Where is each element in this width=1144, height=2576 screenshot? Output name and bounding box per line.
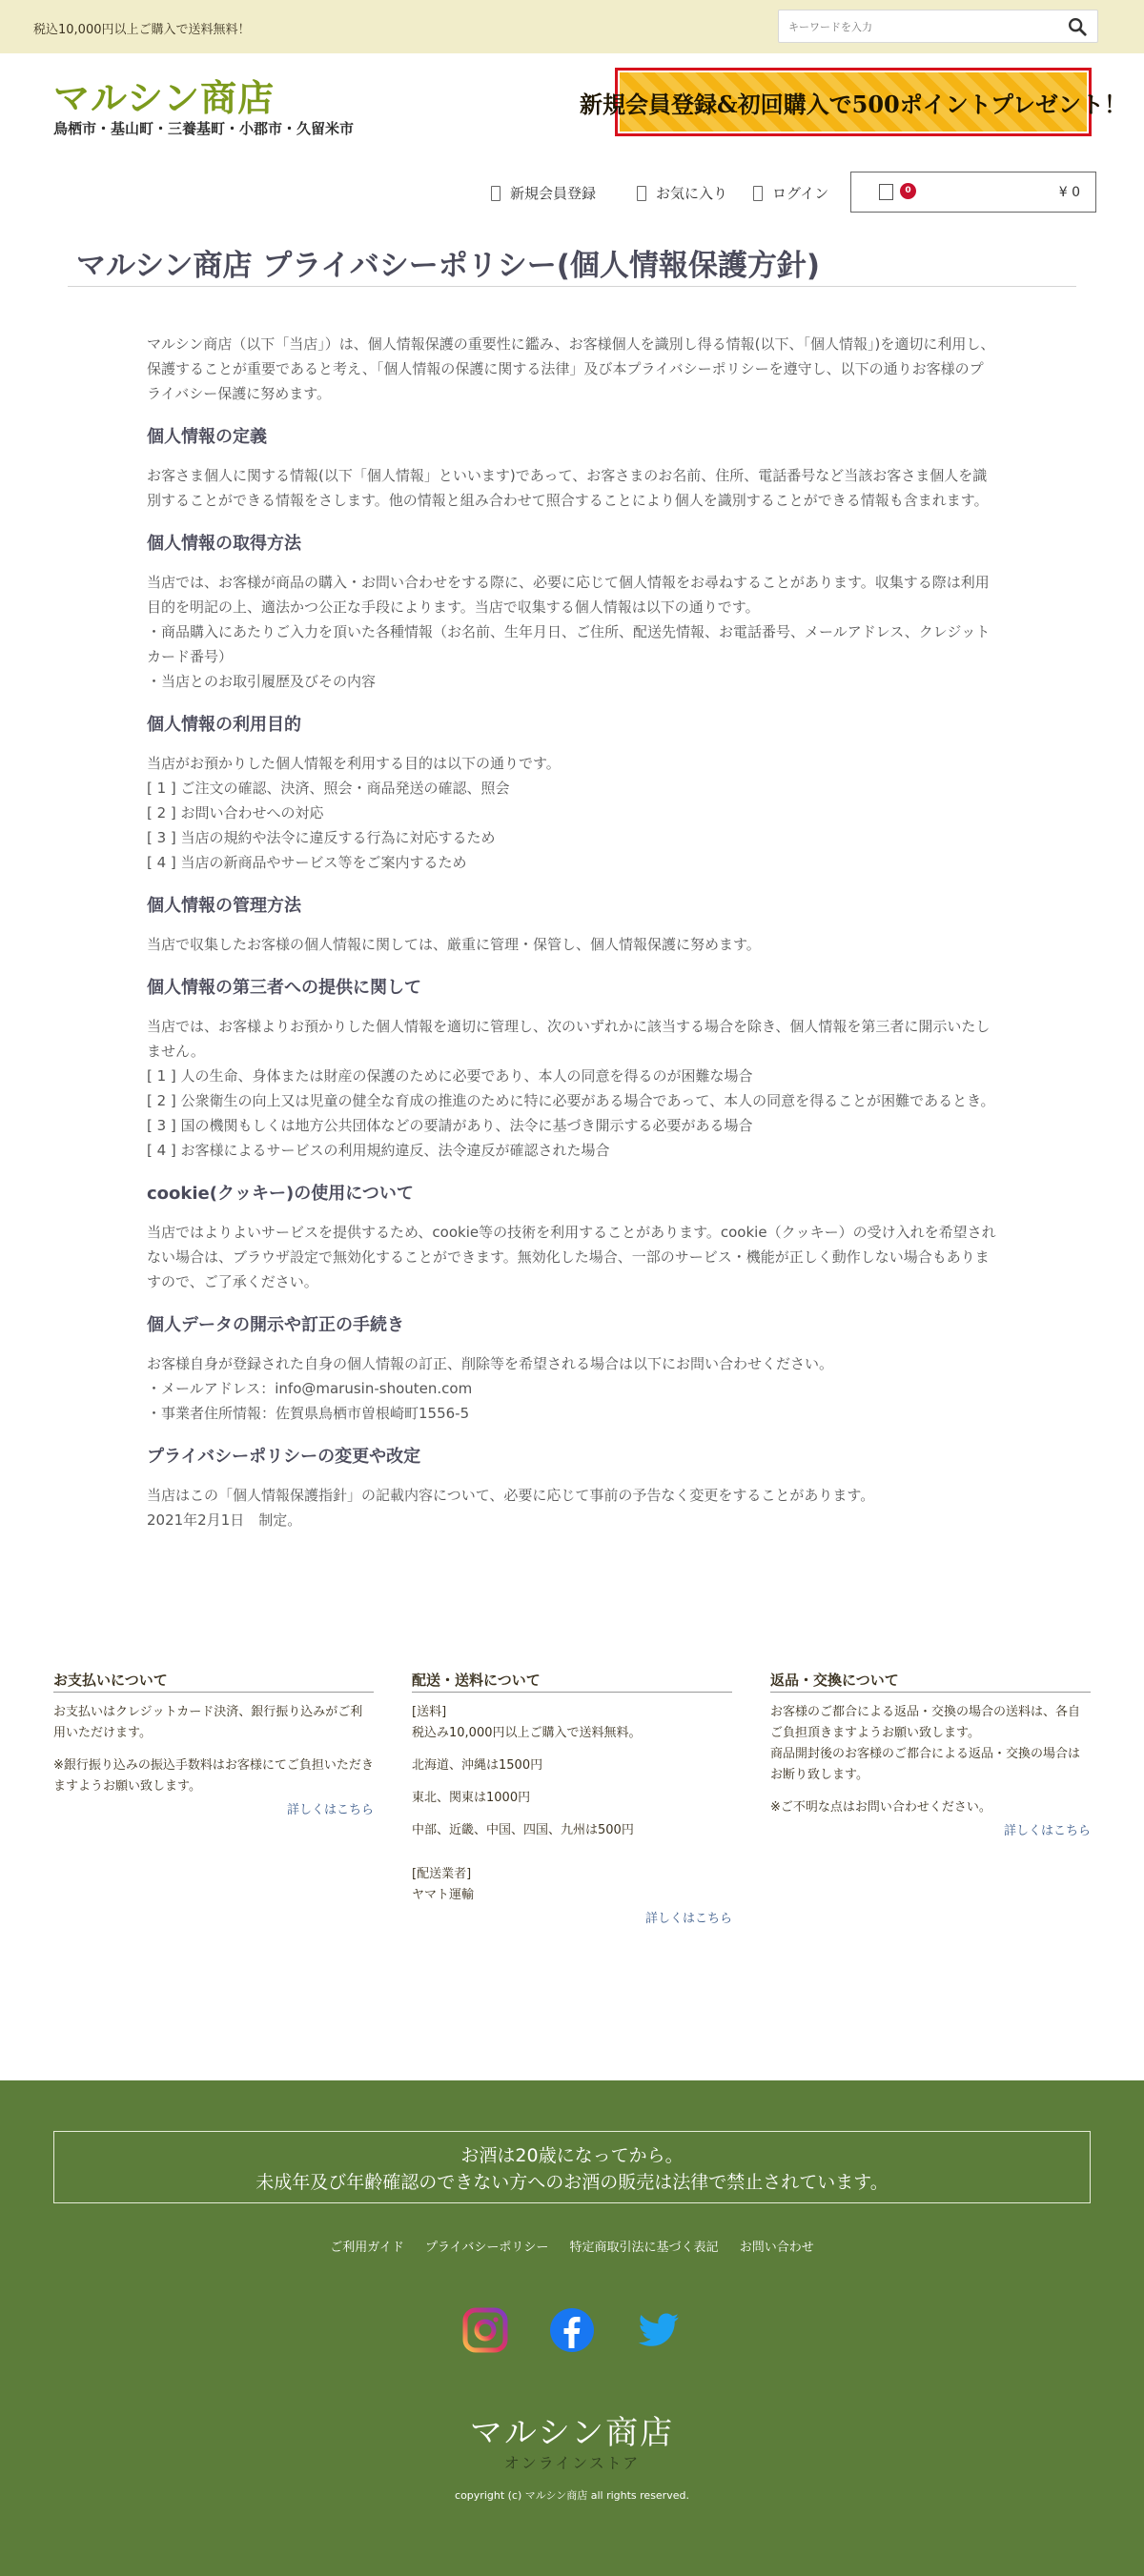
instagram-icon[interactable]	[461, 2306, 509, 2354]
footer-links	[0, 2237, 1144, 2255]
policy-heading: プライバシーポリシーの変更や改定	[147, 1447, 421, 1467]
shop-logo[interactable]: マルシン商店	[53, 77, 276, 119]
returns-text-2: 商品開封後のお客様のご都合による返品・交換の場合はお断り致します。	[770, 1747, 1081, 1782]
policy-sections	[147, 425, 997, 1532]
shipping-hokkaido: 北海道、沖縄は1500円	[412, 1758, 543, 1773]
copyright: copyright (c) マルシン商店 all rights reserved.	[455, 2489, 689, 2502]
site-footer	[0, 2080, 1144, 2576]
shipping-fee-label: [送料]	[412, 1705, 447, 1719]
policy-text-line: ・当店とのお取引履歴及びその内容	[147, 673, 377, 690]
banner-panel	[579, 71, 1128, 133]
policy-text-line: [ 2 ] お問い合わせへの対応	[147, 804, 324, 821]
policy-text-line: [ 4 ] お客様によるサービスの利用規約違反、法令違反が確認された場合	[147, 1142, 610, 1159]
footer-link-tokusho[interactable]: 特定商取引法に基づく表記	[569, 2241, 719, 2255]
footer-link-contact[interactable]: お問い合わせ	[739, 2241, 814, 2255]
shipping-tohoku: 東北、関東は1000円	[412, 1791, 531, 1805]
footer-link-privacy[interactable]: プライバシーポリシー	[425, 2241, 549, 2255]
policy-text-line: 当店では、お客様が商品の購入・お問い合わせをする際に、必要に応じて個人情報をお尋ねすることがあります。収集する際は利用目的を明記の上、適法かつ公正な手段によります。当店で収集する個人情報は以下の通りです。	[147, 574, 990, 616]
age-warning-line-1: お酒は20歳になってから。	[460, 2145, 684, 2166]
policy-text-line: ・メールアドレス：info@marusin-shouten.com	[147, 1380, 473, 1397]
login-icon	[753, 186, 763, 201]
age-warning-box	[53, 2131, 1091, 2203]
social-links	[458, 2306, 686, 2354]
payment-note: ※銀行振り込みの振込手数料はお客様にてご負担いただきますようお願い致します。	[53, 1758, 374, 1794]
policy-text-line: お客様自身が登録された自身の個人情報の訂正、削除等を希望される場合は以下にお問い合わせください。	[147, 1355, 834, 1372]
policy-heading: cookie(クッキー)の使用について	[147, 1184, 414, 1204]
age-warning-line-2: 未成年及び年齢確認のできない方へのお酒の販売は法律で禁止されています。	[255, 2172, 889, 2193]
policy-text-line: お客さま個人に関する情報(以下「個人情報」といいます)であって、お客さまのお名前、住所、電話番号など当該お客さま個人を識別することができる情報をさします。他の情報と組み合わせて照合することにより個人を識別することができる情報も含まれます。	[147, 467, 989, 509]
search-icon[interactable]	[1067, 16, 1088, 37]
banner-text: 新規会員登録&初回購入で500ポイントプレゼント！	[579, 90, 1128, 118]
policy-text-line: 当店がお預かりした個人情報を利用する目的は以下の通りです。	[147, 755, 561, 772]
login-link[interactable]	[753, 183, 828, 203]
policy-text-line: [ 4 ] 当店の新商品やサービス等をご案内するため	[147, 854, 467, 871]
shipping-chubu: 中部、近畿、中国、四国、九州は500円	[412, 1823, 634, 1837]
favorites-link[interactable]	[637, 183, 727, 203]
policy-heading: 個人情報の管理方法	[147, 896, 301, 916]
person-icon	[491, 186, 500, 201]
policy-text-line: ・事業者住所情報：佐賀県鳥栖市曽根崎町1556-5	[147, 1405, 470, 1422]
search-box[interactable]	[778, 10, 1098, 43]
policy-text-line: [ 2 ] 公衆衛生の向上又は児童の健全な育成の推進のために特に必要がある場合であって、本人の同意を得ることが困難であるとき。	[147, 1092, 995, 1109]
free-shipping-notice: 税込10,000円以上ご購入で送料無料！	[33, 23, 251, 37]
search-input[interactable]	[788, 16, 1055, 37]
payment-text: お支払いはクレジットカード決済、銀行振り込みがご利用いただけます。	[53, 1705, 363, 1740]
title-divider	[68, 286, 1076, 287]
policy-heading: 個人情報の定義	[147, 427, 267, 447]
top-notice-bar	[0, 0, 1144, 53]
register-label: 新規会員登録	[510, 185, 597, 202]
policy-content	[147, 332, 997, 1532]
policy-text-line: 当店で収集したお客様の個人情報に関しては、厳重に管理・保管し、個人情報保護に努めます。	[147, 936, 761, 953]
service-areas: 鳥栖市・基山町・三養基町・小郡市・久留米市	[53, 120, 355, 137]
heart-icon	[637, 186, 646, 201]
policy-heading: 個人情報の取得方法	[147, 534, 301, 554]
policy-text-line: 2021年2月1日 制定。	[147, 1511, 302, 1529]
policy-text-line: ・商品購入にあたりご入力を頂いた各種情報（お名前、生年月日、ご住所、配送先情報、お電話番号、メールアドレス、クレジットカード番号）	[147, 623, 991, 665]
shipping-info	[412, 1670, 732, 1926]
policy-text-line: [ 1 ] ご注文の確認、決済、照会・商品発送の確認、照会	[147, 780, 510, 797]
cart-total: ¥ 0	[1058, 185, 1080, 200]
payment-info	[53, 1670, 374, 1817]
policy-heading: 個人データの開示や訂正の手続き	[147, 1315, 404, 1335]
footer-logo[interactable]: マルシン商店	[469, 2414, 675, 2452]
footer-link-guide[interactable]: ご利用ガイド	[330, 2241, 404, 2255]
page-title: マルシン商店 プライバシーポリシー(個人情報保護方針)	[76, 249, 821, 283]
policy-text-line: 当店ではよりよいサービスを提供するため、cookie等の技術を利用することがあります。cookie（クッキー）の受け入れを希望されない場合は、ブラウザ設定で無効化することができます。無効化した場合、一部のサービス・機能が正しく動作しない場合もありますので、ご了承ください。	[147, 1224, 996, 1290]
returns-title: 返品・交換について	[770, 1670, 1091, 1693]
returns-note: ※ご不明な点はお問い合わせください。	[770, 1800, 991, 1815]
policy-text-line: [ 1 ] 人の生命、身体または財産の保護のために必要であり、本人の同意を得るのが困難な場合	[147, 1067, 753, 1085]
twitter-icon[interactable]	[635, 2306, 683, 2354]
shipping-title: 配送・送料について	[412, 1670, 732, 1693]
policy-heading: 個人情報の利用目的	[147, 715, 301, 735]
returns-details-link[interactable]: 詳しくはこちら	[1003, 1824, 1091, 1838]
policy-text-line: [ 3 ] 当店の規約や法令に違反する行為に対応するため	[147, 829, 496, 846]
shipping-free-text: 税込み10,000円以上ご購入で送料無料。	[412, 1726, 642, 1740]
policy-text-line: 当店はこの「個人情報保護指針」の記載内容について、必要に応じて事前の予告なく変更をすることがあります。	[147, 1487, 875, 1504]
returns-info	[770, 1670, 1091, 1838]
login-label: ログイン	[772, 185, 829, 202]
returns-text-1: お客様のご都合による返品・交換の場合の送料は、各自ご負担頂きますようお願い致します。	[770, 1705, 1081, 1740]
policy-intro: マルシン商店（以下「当店」）は、個人情報保護の重要性に鑑み、お客様個人を識別し得る情報(以下、「個人情報」)を適切に利用し、保護することが重要であると考え、「個人情報の保護に関する法律」及び本プライバシーポリシーを遵守し、以下の通りお客様のプライバシー保護に努めます。	[147, 335, 995, 402]
shipping-details-link[interactable]: 詳しくはこちら	[644, 1912, 732, 1926]
facebook-icon[interactable]	[548, 2306, 596, 2354]
payment-title: お支払いについて	[53, 1670, 374, 1693]
register-link[interactable]	[491, 183, 596, 203]
favorites-label: お気に入り	[656, 185, 728, 202]
cart-count-badge: 0	[900, 183, 916, 199]
footer-logo-sub: オンラインストア	[503, 2454, 641, 2472]
cart-icon	[879, 184, 893, 200]
policy-heading: 個人情報の第三者への提供に関して	[147, 978, 421, 998]
payment-details-link[interactable]: 詳しくはこちら	[286, 1803, 374, 1817]
signup-campaign-banner[interactable]	[579, 68, 1128, 136]
policy-text-line: [ 3 ] 国の機関もしくは地方公共団体などの要請があり、法令に基づき開示する必要がある場合	[147, 1117, 753, 1134]
policy-text-line: 当店では、お客様よりお預かりした個人情報を適切に管理し、次のいずれかに該当する場合を除き、個人情報を第三者に開示いたしません。	[147, 1018, 991, 1060]
carrier-name: ヤマト運輸	[412, 1888, 475, 1902]
cart-button[interactable]	[850, 172, 1096, 213]
carrier-label: [配送業者]	[412, 1867, 472, 1881]
